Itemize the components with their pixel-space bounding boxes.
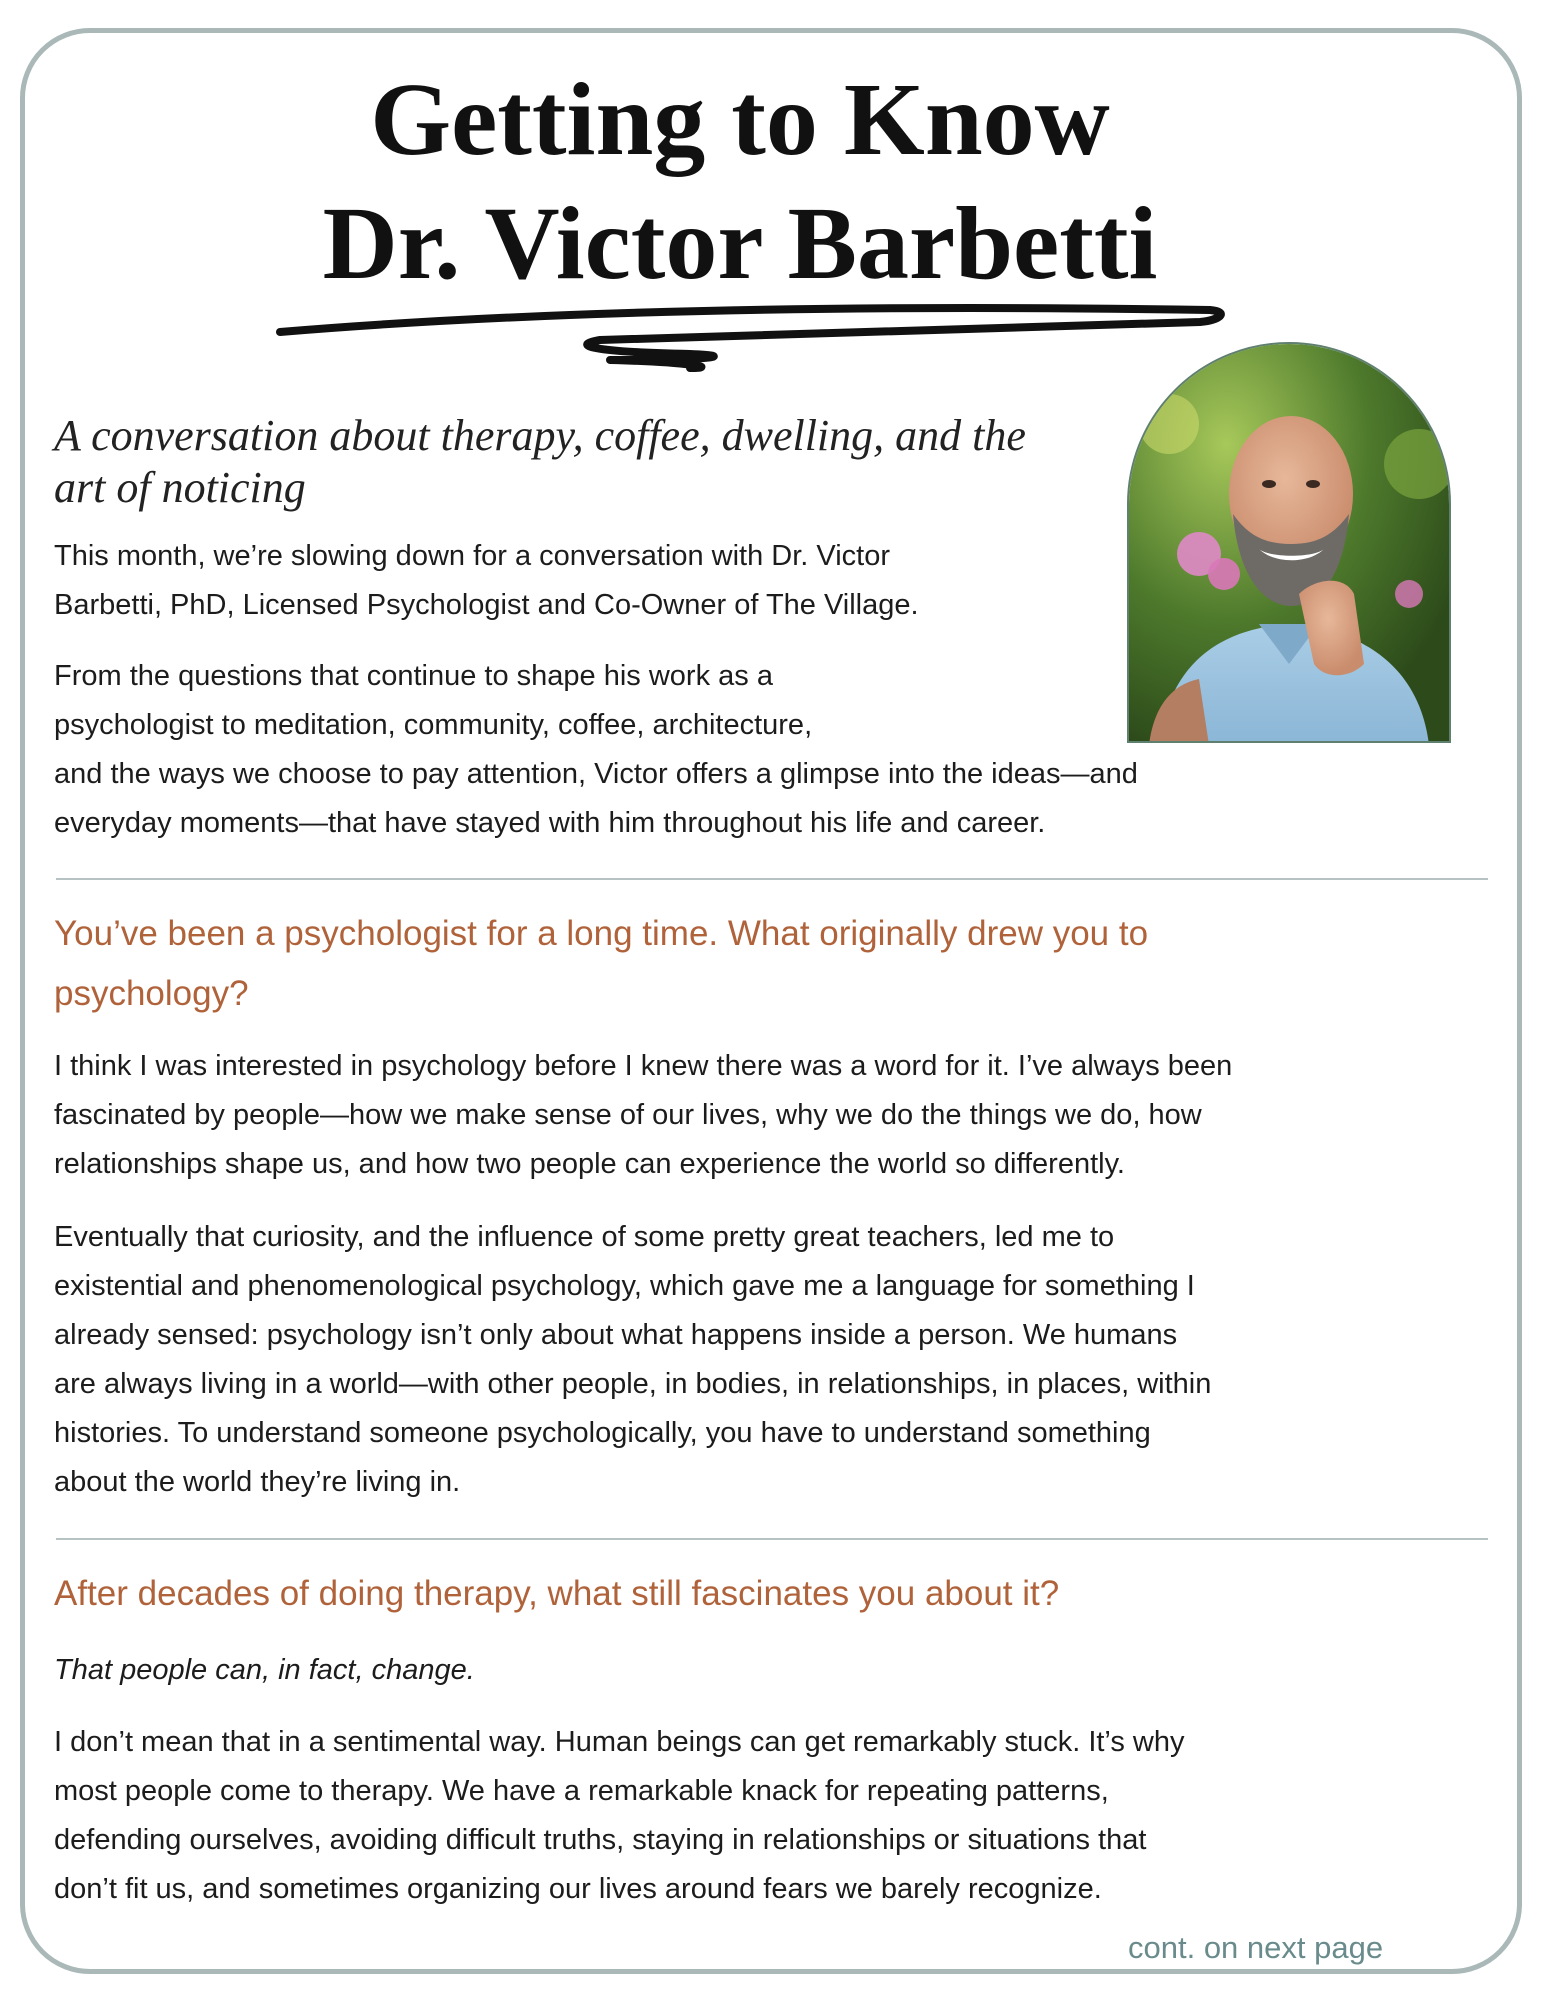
intro-paragraph-1 <box>54 532 919 630</box>
text-line: and the ways we choose to pay attention, Victor offers a glimpse into the ideas—and <box>54 758 1138 790</box>
text-line: Eventually that curiosity, and the influence of some pretty great teachers, led me to <box>54 1221 1115 1253</box>
text-line: That people can, in fact, change. <box>54 1654 475 1686</box>
question-line: After decades of doing therapy, what still fascinates you about it? <box>54 1574 1060 1613</box>
answer-2-paragraph <box>54 1718 1184 1914</box>
text-line: defending ourselves, avoiding difficult truths, staying in relationships or situations that <box>54 1824 1147 1856</box>
page-title-line1: Getting to Know <box>370 62 1110 177</box>
text-line: don’t fit us, and sometimes organizing our lives around fears we barely recognize. <box>54 1873 1102 1905</box>
answer-2-lead <box>54 1646 475 1695</box>
subtitle-line1: A conversation about therapy, coffee, dwelling, and the <box>54 411 1026 460</box>
intro-paragraph-2 <box>54 652 1138 848</box>
text-line: relationships shape us, and how two people can experience the world so differently. <box>54 1148 1125 1180</box>
article-subtitle <box>54 410 1094 514</box>
text-line: about the world they’re living in. <box>54 1466 461 1498</box>
text-line: existential and phenomenological psychology, which gave me a language for something I <box>54 1270 1195 1302</box>
question-line: psychology? <box>54 974 249 1013</box>
section-divider <box>56 878 1488 880</box>
text-line: everyday moments—that have stayed with him throughout his life and career. <box>54 807 1046 839</box>
continued-on-next-page: cont. on next page <box>1128 1930 1384 1965</box>
text-line: histories. To understand someone psychologically, you have to understand something <box>54 1417 1151 1449</box>
text-line: are always living in a world—with other people, in bodies, in relationships, in places, within <box>54 1368 1212 1400</box>
question-line: You’ve been a psychologist for a long time. What originally drew you to <box>54 914 1149 953</box>
text-line: This month, we’re slowing down for a conversation with Dr. Victor <box>54 540 890 572</box>
text-line: fascinated by people—how we make sense of our lives, why we do the things we do, how <box>54 1099 1202 1131</box>
answer-1-paragraph-2 <box>54 1213 1211 1507</box>
title-underline-squiggle <box>270 290 1230 380</box>
text-line: From the questions that continue to shape his work as a <box>54 660 773 692</box>
text-line: I don’t mean that in a sentimental way. Human beings can get remarkably stuck. It’s why <box>54 1726 1185 1758</box>
text-line: already sensed: psychology isn’t only about what happens inside a person. We humans <box>54 1319 1178 1351</box>
portrait-photo <box>1127 342 1451 743</box>
text-line: psychologist to meditation, community, coffee, architecture, <box>54 709 813 741</box>
question-1 <box>54 904 1148 1024</box>
text-line: I think I was interested in psychology before I knew there was a word for it. I’ve always been <box>54 1050 1233 1082</box>
text-line: most people come to therapy. We have a remarkable knack for repeating patterns, <box>54 1775 1109 1807</box>
subtitle-line2: art of noticing <box>54 463 306 512</box>
text-line: Barbetti, PhD, Licensed Psychologist and Co-Owner of The Village. <box>54 589 919 621</box>
question-2 <box>54 1564 1059 1624</box>
page-title-line2: Dr. Victor Barbetti <box>322 186 1158 301</box>
section-divider <box>56 1538 1488 1540</box>
answer-1-paragraph-1 <box>54 1042 1232 1189</box>
